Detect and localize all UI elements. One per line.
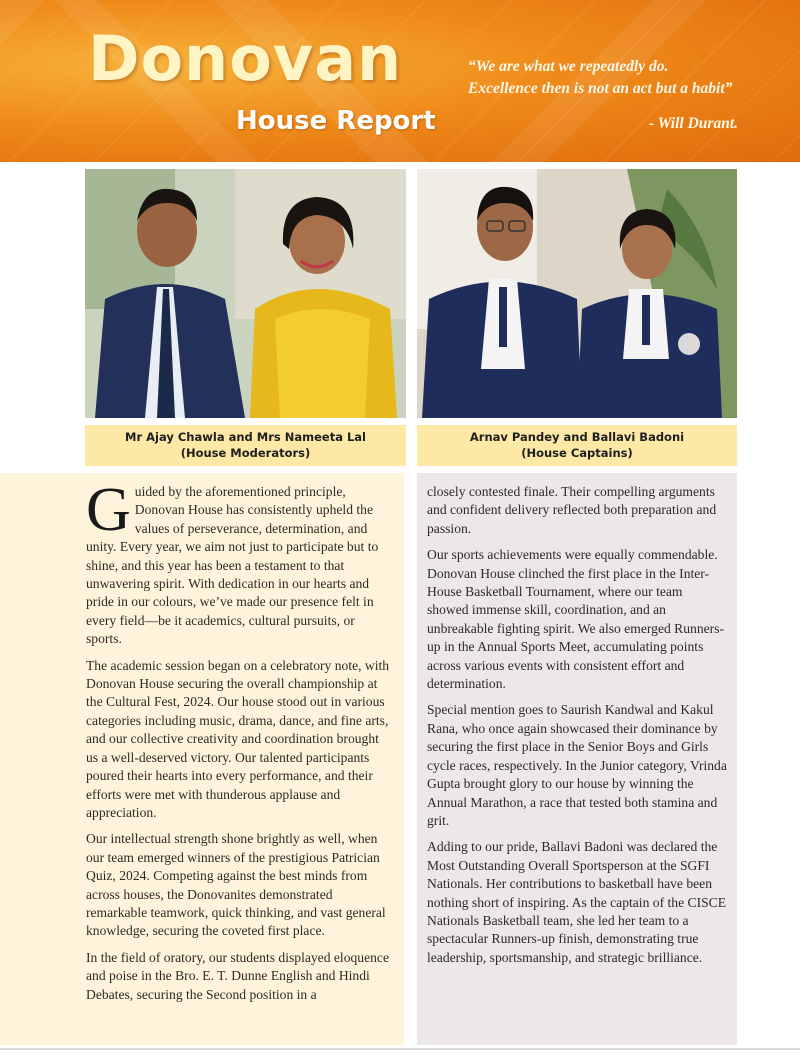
page-divider [0,1048,800,1050]
moderators-photo [85,169,406,418]
header-banner [0,0,800,162]
quote-line-2: Excellence then is not an act but a habit” [468,80,733,97]
captains-photo-illustration [417,169,737,418]
moderators-role: (House Moderators) [180,446,311,460]
article-paragraph: Our sports achievements were equally commendable. Donovan House clinched the first place in the Inter-House Basketball Tournament, where our team showed immense skill, coordination, and an unbreakable fighting spirit. We also emerged Runners-up in the Annual Sports Meet, accumulating points across various events with consistent effort and determination. [427,547,725,692]
moderators-caption [85,425,406,466]
captains-role: (House Captains) [521,446,633,460]
article-paragraph-text: uided by the aforementioned principle, Donovan House has consistently upheld the values of perseverance, determination, and unity. Every year, we aim not just to participate but to shine, and this year has been a testament to that unwavering spirit. With dedication in our hearts and pride in our colours, we’ve made our presence felt in every field—be it academics, cultural pursuits, or sports. [86,484,379,647]
article-paragraph [86,476,390,649]
moderators-names: Mr Ajay Chawla and Mrs Nameeta Lal [125,430,366,444]
drop-cap: G [86,476,131,544]
article-left-column [0,473,404,1045]
quote-author: - Will Durant. [648,115,738,132]
captains-photo [417,169,737,418]
page-title: Donovan [88,22,403,95]
article-paragraph: closely contested finale. Their compelling arguments and confident delivery reflected both preparation and passion. [427,484,717,536]
moderators-photo-illustration [85,169,406,418]
article-paragraph: The academic session began on a celebratory note, with Donovan House securing the overall championship at the Cultural Fest, 2024. Our house stood out in various categories including music, drama, dance, and fine arts, and our collective creativity and coordination brought us a well-deserved victory. Our talented participants poured their hearts into every performance, and their efforts were met with thunderous applause and appreciation. [86,657,390,820]
page-subtitle: House Report [236,106,436,136]
captains-caption [417,425,737,466]
article-paragraph: In the field of oratory, our students displayed eloquence and poise in the Bro. E. T. Dunne English and Hindi Debates, securing the Second position in a [86,949,389,1002]
article-right-column [417,473,737,1045]
article-paragraph: Special mention goes to Saurish Kandwal and Kakul Rana, who once again showcased their dominance by securing the first place in the Senior Boys and Girls cycle races, respectively. In the Junior category, Vrinda Gupta brought glory to our house by winning the Annual Marathon, a race that tested both stamina and grit. [427,702,727,828]
captains-names: Arnav Pandey and Ballavi Badoni [469,430,685,444]
article-paragraph: Our intellectual strength shone brightly as well, when our team emerged winners of the prestigious Patrician Quiz, 2024. Competing against the best minds from across houses, the Donovanites demonstrated remarkable teamwork, quick thinking, and vast general knowledge, securing the coveted first place. [86,831,386,939]
quote-line-1: “We are what we repeatedly do. [468,58,669,75]
article-paragraph: Adding to our pride, Ballavi Badoni was declared the Most Outstanding Overall Sportsperson at the SGFI Nationals. Her contributions to basketball have been nothing short of inspiring. As the captain of the CISCE Nationals Basketball team, she led her team to a spectacular Runners-up finish, demonstrating true leadership, sportsmanship, and strategic brilliance. [427,839,727,965]
quote [468,56,768,100]
